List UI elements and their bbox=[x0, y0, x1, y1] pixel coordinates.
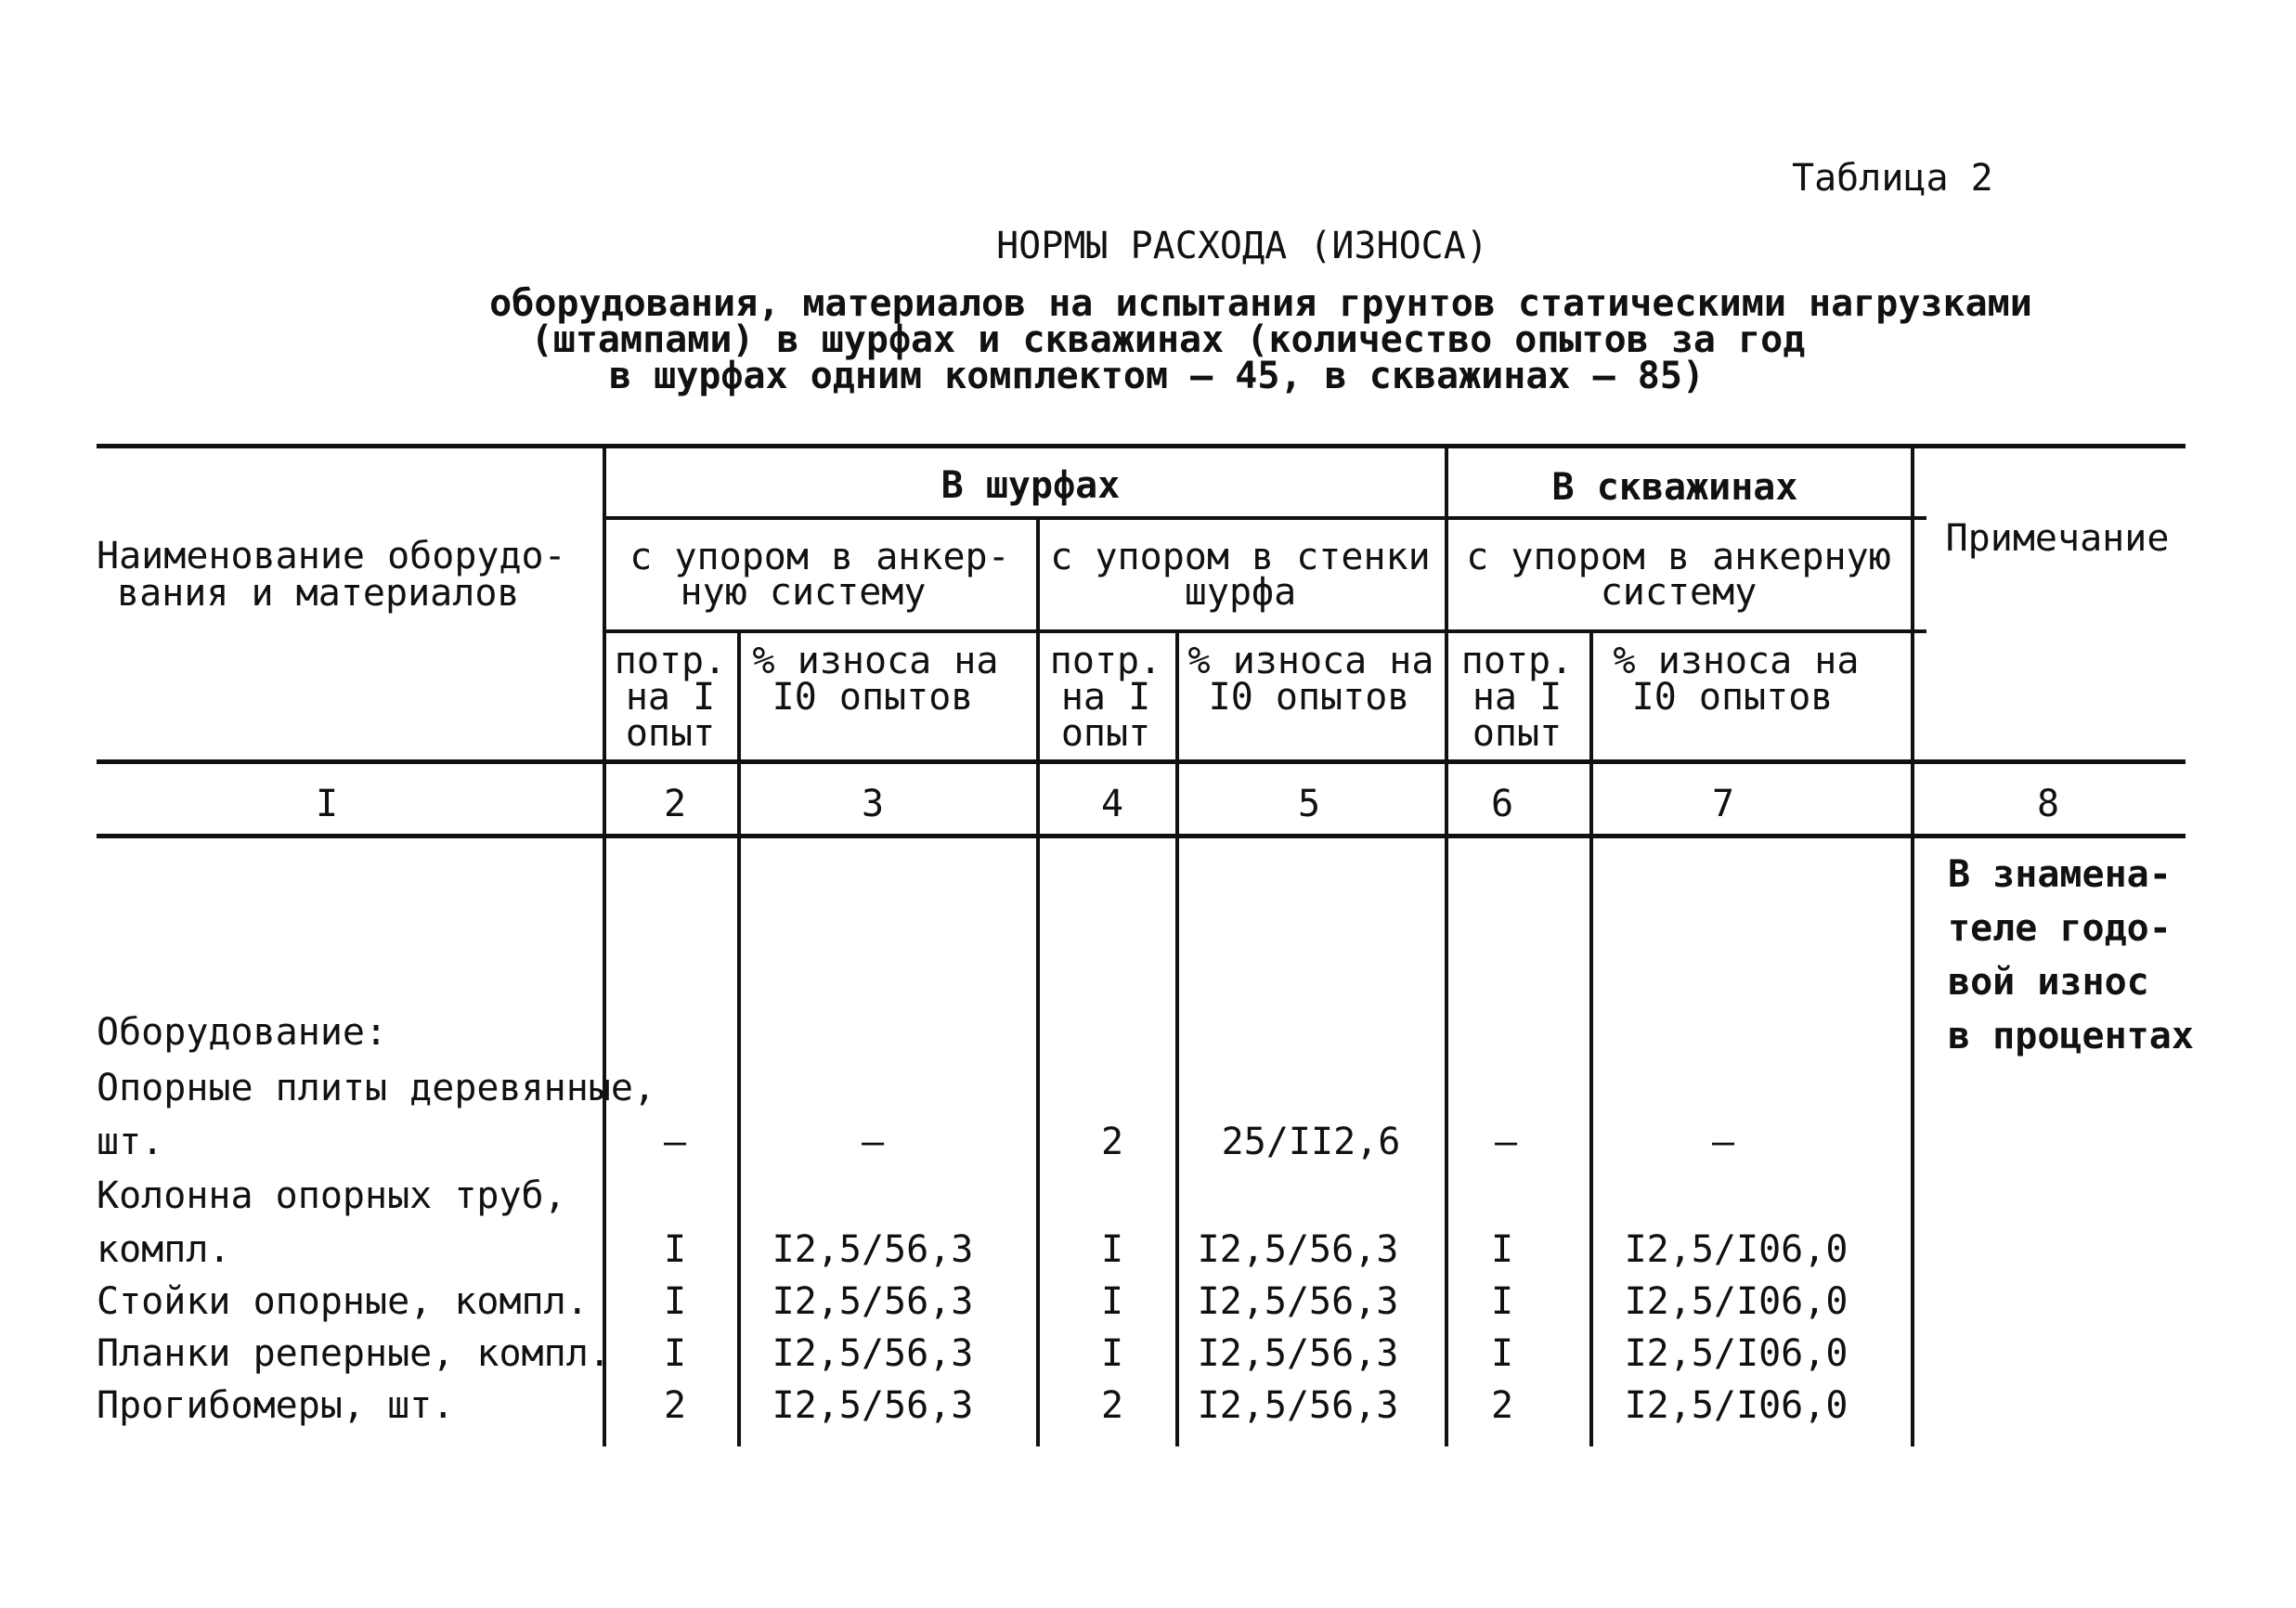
header-c2-line-2: на I bbox=[625, 676, 716, 719]
row-5-c6: 2 bbox=[1490, 1384, 1514, 1427]
row-1-c7: – bbox=[1711, 1121, 1735, 1163]
row-3-c2: I bbox=[663, 1280, 687, 1323]
header-c7-line-1: % износа на bbox=[1613, 640, 1860, 682]
row-1-c3: – bbox=[861, 1121, 885, 1163]
header-bottom-rule bbox=[97, 759, 2186, 764]
row-2-c6: I bbox=[1490, 1228, 1514, 1271]
row-4-c6: I bbox=[1490, 1332, 1514, 1375]
row-2-c7: I2,5/I06,0 bbox=[1624, 1228, 1848, 1271]
header-group-pits: В шурфах bbox=[940, 464, 1121, 507]
row-2-name-line-2: компл. bbox=[97, 1228, 231, 1271]
section-heading: Оборудование: bbox=[97, 1011, 388, 1054]
subtitle-line-2: (штампами) в шурфах и скважинах (количество опытов за год bbox=[530, 318, 1806, 361]
header-c2-line-3: опыт bbox=[625, 712, 716, 755]
table-top-rule bbox=[97, 444, 2186, 448]
header-c6-line-3: опыт bbox=[1472, 712, 1563, 755]
row-4-name: Планки реперные, компл. bbox=[97, 1332, 611, 1375]
row-5-name: Прогибомеры, шт. bbox=[97, 1384, 455, 1427]
row-1-c6: – bbox=[1494, 1121, 1518, 1163]
subgroup-pits-anchor-line-1: с упором в анкер- bbox=[629, 536, 1010, 578]
row-2-c4: I bbox=[1100, 1228, 1124, 1271]
row-5-c2: 2 bbox=[663, 1384, 687, 1427]
table-label: Таблица 2 bbox=[1792, 157, 1993, 200]
row-2-name-line-1: Колонна опорных труб, bbox=[97, 1174, 566, 1217]
col-divider-2 bbox=[737, 629, 741, 1446]
header-c3-line-2: I0 опытов bbox=[772, 676, 974, 719]
row-4-c7: I2,5/I06,0 bbox=[1624, 1332, 1848, 1375]
header-c4-line-2: на I bbox=[1060, 676, 1151, 719]
subgroup-pits-wall-line-2: шурфа bbox=[1184, 571, 1297, 614]
row-1-c4: 2 bbox=[1100, 1121, 1124, 1163]
column-number-7: 7 bbox=[1711, 783, 1735, 825]
row-5-c3: I2,5/56,3 bbox=[772, 1384, 974, 1427]
header-rule-groups bbox=[604, 516, 1926, 520]
row-1-name-line-1: Опорные плиты деревянные, bbox=[97, 1067, 656, 1109]
column-numbers-rule bbox=[97, 834, 2186, 838]
header-c5-line-1: % износа на bbox=[1187, 640, 1434, 682]
row-3-c4: I bbox=[1100, 1280, 1124, 1323]
header-note: Примечание bbox=[1945, 517, 2170, 560]
header-c5-line-2: I0 опытов bbox=[1208, 676, 1410, 719]
col-divider-7 bbox=[1911, 444, 1914, 1446]
subgroup-wells-anchor-line-2: систему bbox=[1600, 571, 1758, 614]
header-name-line-2: вания и материалов bbox=[117, 572, 520, 615]
table-title: НОРМЫ РАСХОДА (ИЗНОСА) bbox=[996, 225, 1488, 267]
note-line-4: в процентах bbox=[1948, 1015, 2194, 1057]
header-group-wells: В скважинах bbox=[1551, 466, 1798, 509]
col-divider-3 bbox=[1036, 516, 1040, 1446]
column-number-4: 4 bbox=[1100, 783, 1124, 825]
row-4-c5: I2,5/56,3 bbox=[1197, 1332, 1399, 1375]
note-line-3: вой износ bbox=[1948, 961, 2149, 1004]
header-c4-line-1: потр. bbox=[1049, 640, 1162, 682]
row-3-c5: I2,5/56,3 bbox=[1197, 1280, 1399, 1323]
row-3-c6: I bbox=[1490, 1280, 1514, 1323]
row-1-c5: 25/II2,6 bbox=[1221, 1121, 1401, 1163]
col-divider-6 bbox=[1589, 629, 1593, 1446]
note-line-1: В знамена- bbox=[1948, 853, 2172, 896]
header-c7-line-2: I0 опытов bbox=[1631, 676, 1834, 719]
row-5-c5: I2,5/56,3 bbox=[1197, 1384, 1399, 1427]
col-divider-1 bbox=[603, 444, 606, 1446]
column-number-3: 3 bbox=[861, 783, 885, 825]
subgroup-wells-anchor-line-1: с упором в анкерную bbox=[1466, 536, 1891, 578]
note-line-2: теле годо- bbox=[1948, 907, 2172, 950]
row-3-name: Стойки опорные, компл. bbox=[97, 1280, 589, 1323]
row-3-c7: I2,5/I06,0 bbox=[1624, 1280, 1848, 1323]
row-5-c7: I2,5/I06,0 bbox=[1624, 1384, 1848, 1427]
column-number-5: 5 bbox=[1297, 783, 1321, 825]
row-5-c4: 2 bbox=[1100, 1384, 1124, 1427]
column-number-2: 2 bbox=[663, 783, 687, 825]
row-1-c2: – bbox=[663, 1121, 687, 1163]
subtitle-line-1: оборудования, материалов на испытания грунтов статическими нагрузками bbox=[489, 282, 2032, 325]
subgroup-pits-wall-line-1: с упором в стенки bbox=[1050, 536, 1431, 578]
row-2-c5: I2,5/56,3 bbox=[1197, 1228, 1399, 1271]
col-divider-4 bbox=[1175, 629, 1179, 1446]
row-4-c3: I2,5/56,3 bbox=[772, 1332, 974, 1375]
header-c6-line-1: потр. bbox=[1460, 640, 1574, 682]
subtitle-line-3: в шурфах одним комплектом – 45, в скважинах – 85) bbox=[608, 355, 1706, 397]
header-name-line-1: Наименование оборудо- bbox=[97, 535, 566, 577]
header-c6-line-2: на I bbox=[1472, 676, 1563, 719]
row-4-c4: I bbox=[1100, 1332, 1124, 1375]
column-number-6: 6 bbox=[1490, 783, 1514, 825]
row-2-c2: I bbox=[663, 1228, 687, 1271]
header-c4-line-3: опыт bbox=[1060, 712, 1151, 755]
column-number-1: I bbox=[315, 783, 339, 825]
row-4-c2: I bbox=[663, 1332, 687, 1375]
column-number-8: 8 bbox=[2036, 783, 2060, 825]
row-2-c3: I2,5/56,3 bbox=[772, 1228, 974, 1271]
col-divider-5 bbox=[1445, 444, 1448, 1446]
subgroup-pits-anchor-line-2: ную систему bbox=[680, 571, 927, 614]
row-3-c3: I2,5/56,3 bbox=[772, 1280, 974, 1323]
row-1-name-line-2: шт. bbox=[97, 1121, 164, 1163]
header-rule-subgroups bbox=[604, 629, 1926, 633]
header-c2-line-1: потр. bbox=[614, 640, 727, 682]
header-c3-line-1: % износа на bbox=[752, 640, 999, 682]
